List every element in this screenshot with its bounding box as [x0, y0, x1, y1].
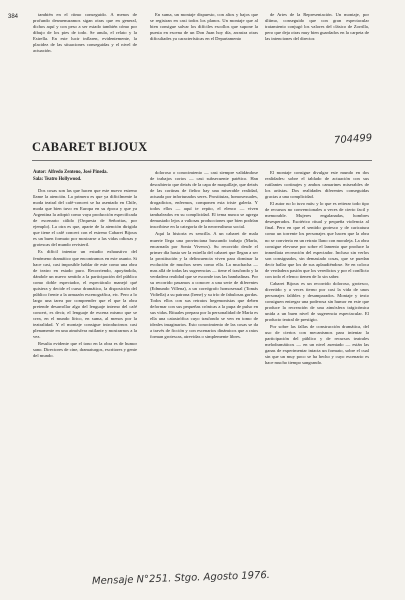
- paragraph: En suma, un montaje dispuesto, con altos y bajos que se registran en casi todos los planos. Un montaje que al bien consigue salvar los difíciles escollos que supone la puesta en escena de un Don Juan hoy día, arrastra otras dificultades ya características en el Departamento: [150, 12, 258, 42]
- paragraph: Es difícil intentar un estudio exhaustivo del fenómeno dramático que encontramos en este asunto. Si hace casi, casi imposible hablar de este como una obra de teatro en estado puro. Recorriendo, apoyándola, dándole un nuevo sentido a la participación del público como doble espectador, el espectáculo manejó qué quisiera y decide el curso dramático, la disposición del público frente a la armazón escenográfica, etc. Pero a lo largo una tarea por comprender que el que la obra pretende desarrollar algo del lenguaje interno del café concert, es decir, el lenguaje de escena mismo que se crea, en el mundo lírico, en suma, al menos por la teatralidad. Y el montaje consigue introducirnos casi plenamente en una atmósfera rutilante y mostrarnos a la vez.: [33, 249, 137, 340]
- paragraph: Dos cosas son las que hacen que este nuevo estreno llame la atención. La primera es que ya difícilmente la moda teatral del café-concert se ha asentado en Chile, moda que bien tuvo en Europa en su época y que ya Argentina la adoptó como vaya producción especificada de escenario cálido (Orquesta de Señoritas, por ejemplo). La otra es que, aparte de la atención dirigida que tiene el café concert con el estreno Cabaret Bijoux es un buen formato por mostrarse a las vidas odiosas y grotescas del mundo revisteril.: [33, 188, 137, 248]
- article-title: CABARET BIJOUX: [32, 140, 148, 154]
- body-column-3: [265, 170, 369, 582]
- paragraph: Cabaret Bijoux es un recorrido doloroso, grotesco, divertido y a veces tierno por casi la vida de unos personajes falibles y desamparados. Montaje y texto consiguen entregar una poderosa sin humor en este que produce la recreación de una atmósfera trágicómica unida a un buen nivel de sugerencia espectacular. El producto teatral de prestigio.: [265, 280, 369, 323]
- paragraph: Aquí la historia es sencilla. A un cabaret de mala muerte llega una provinciana buscando trabajo (María, encarnada por Sonia Viveros). Su recorrido desde el primer día hasta ser la estrella del cabaret que llegan a ser la prostitución y la delincuencia viven para dominar la evolución de muchos seres como ella. La muchacha — mas allá de todas las sugerencias — tiene el trasfondo y la verdadera realidad que se esconde tras las bambalinas. Por su recorrido pasamos a conocer a una serie de diferentes (Edmundo Villena), a un coreógrafo homosexual (Tomás Vidiella) a su patrona (Irene) y su trío de fabulosas gordas. Todos ellos con sus retratos hegemonistas que deben deformar con sus pequeñas crónicas a la pupa de pulso en sus vidas. Rituales prepara por la personalidad de María es ella una catastrófica cuyo trasfondo se ven en tomo de ideales imaginarios. Esto conocimiento de las cosas se da a través de ficción y con escenarios dinámicos que a ratos forman grotescas, atrevidas o simplemente libres.: [150, 231, 258, 340]
- paragraph: Por sobre las fallas de construcción dramática, del uso de ciertos con mecanismos para intentar la participación del público y de recursos teatrales melodramáticos — en un nivel asentado — están las ganas de experimentar intacta un formato, sobre el cual sin que un muy poco se ha hecho y cuyo escenario es hace mucho tiempo sangrando.: [265, 324, 369, 366]
- page-number: 384: [8, 14, 19, 20]
- body-column-1: [33, 188, 137, 584]
- top-column-2: [150, 12, 258, 122]
- author-value: Alfredo Zenteno, José Pineda.: [47, 170, 108, 175]
- paragraph: El montaje consigue divulgar este mundo en dos realidades: sobre el tablado de actuación con sus rutilantes cortinajes y ambos camarines miserables de los artistas. Dos realidades diferentes conseguidas gracias a una complicidad.: [265, 170, 369, 200]
- top-column-1: [33, 12, 137, 122]
- author-label: Autor:: [33, 170, 47, 175]
- paragraph: Resulta evidente que el tono en la obra es de humor sano. Directores de cine, dramaturgos, escritores y gente del mundo.: [33, 341, 137, 359]
- paragraph: El autor no lo tuvo más: y lo que es reiterar todo tipo de recursos no convencionales a veces de cierto facil y memorable. Mujeres engalanadas, hombres desesperados. Esotérico ritual y pequeña violencia al final. Pero en que el sentido grotesco y de caricatura como un torrente los personajes que hacen que la obra no se convierta en un retrato llano con moraleja. La obra consigue elevarse por sobre el lamento que produce la inmediata recreación del espectador. Incluso sin verlos son consignados, sin demasiado cosas, que se puedan decir hallar que los de sus aplaudiéndose. Se en coloca de verdadera pasión que los veredictos y por el conflicto con todo el elenco tienen de lo sin saber.: [265, 201, 369, 279]
- body-column-2: [150, 170, 258, 570]
- paragraph: también en el ritmo conseguido. A menos de profundo desmenuzamos sigan otras que en general, dichos aquí y con peso a ser estado también cómo por dibujo de los pies de todo. Se anula, el relato y la Estrella. En este lucir inflaren, evidentemente, la placidez de las situaciones conseguidas y el nivel de actuación.: [33, 12, 137, 54]
- credits: [33, 170, 133, 183]
- divider: [32, 160, 372, 161]
- handwritten-number: 704499: [333, 132, 373, 147]
- top-column-3: [265, 12, 369, 122]
- handwritten-source-note: Mensaje N°251. Stgo. Agosto 1976.: [91, 569, 271, 588]
- paragraph: doloroso o conocimiento — casi siempre validándose de trabajos cortos — casi subsecuente patético. Han descubierto que detrás de la capa de maquillaje, que detrás de las cortinas de fieltro hay una miserable realidad, actuada por infortunados seres. Prostitutas, homosexuales, drogadictos, enfermos, componen esta triste galería. Y todos ellos — aquí te repito, el elenco — viven tambaleados en su complicidad. El tema nunca se agrega demasiado lejos a valiosas producciones que bien podrían inscribirse en la categoría de la neorrealismo social.: [150, 170, 258, 230]
- paragraph: de Artes de la Representación. Un montaje, por último, conseguido que con gran espectacular tratamiento conjugó los valores del clásico de Zorrilla, pero que deja otras muy bien guardados en la carpeta de las intenciones del director.: [265, 12, 369, 42]
- hall-label: Sala:: [33, 176, 44, 182]
- hall-value: Teatro Hollywood.: [44, 176, 82, 182]
